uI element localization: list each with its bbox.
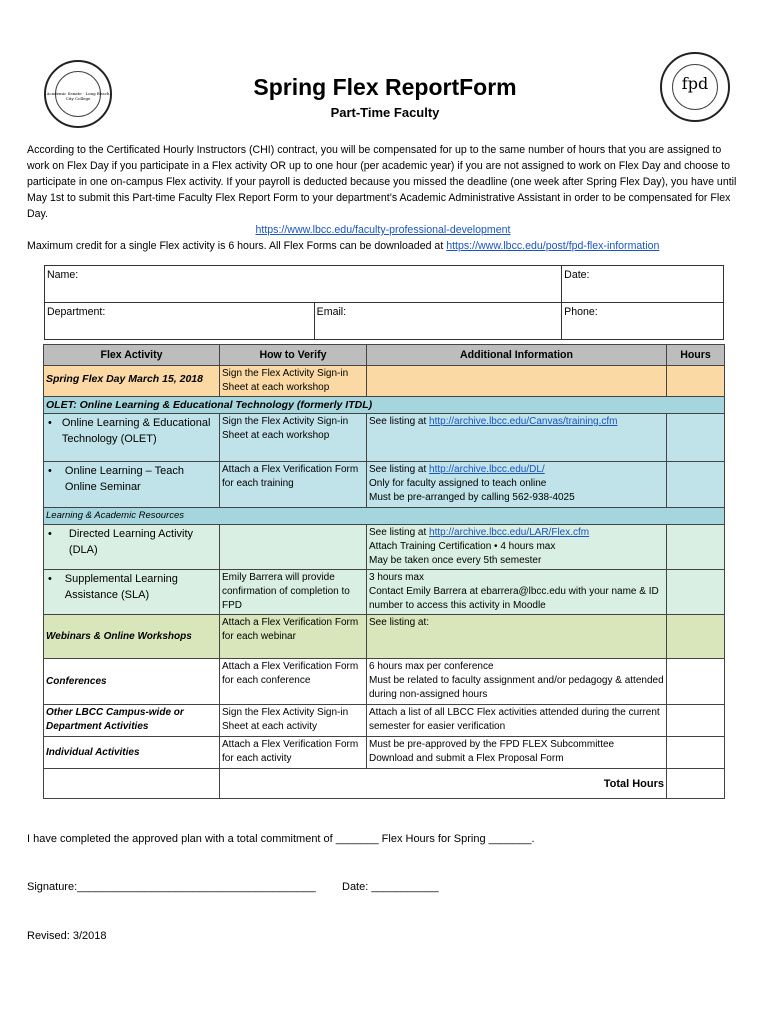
spring-flex-verify: Sign the Flex Activity Sign-in Sheet at each workshop [220, 366, 367, 397]
olet-section: OLET: Online Learning & Educational Technology (formerly ITDL) [44, 397, 725, 414]
webinars-hours[interactable] [667, 615, 725, 659]
campus-verify: Sign the Flex Activity Sign-in Sheet at each activity [220, 705, 367, 737]
fpd-seal-text: fpd [681, 74, 709, 93]
campus-hours[interactable] [667, 705, 725, 737]
webinars-info: See listing at: [367, 615, 667, 659]
bullet: • [48, 528, 52, 540]
individual-verify: Attach a Flex Verification Form for each activity [220, 737, 367, 769]
department-field[interactable]: Department: [45, 303, 315, 340]
total-hours-value[interactable] [667, 769, 725, 799]
individual-info: Must be pre-approved by the FPD FLEX Subcommittee Download and submit a Flex Proposal Form [367, 737, 667, 769]
sla-activity: Supplemental Learning Assistance (SLA) [64, 573, 178, 601]
olet-info-prefix: See listing at [369, 416, 430, 427]
dla-activity: Directed Learning Activity (DLA) [68, 528, 194, 556]
canvas-training-link[interactable]: http://archive.lbcc.edu/Canvas/training.cfm [429, 416, 618, 427]
teach-online-info [367, 462, 667, 508]
flex-info-link[interactable]: https://www.lbcc.edu/post/fpd-flex-information [446, 240, 660, 252]
teach-online-notes: Only for faculty assigned to teach online Must be pre-arranged by calling 562-938-4025 [369, 478, 575, 503]
teach-online-hours[interactable] [667, 462, 725, 508]
webinars-verify: Attach a Flex Verification Form for each webinar [220, 615, 367, 659]
sla-verify: Emily Barrera will provide confirmation of completion to FPD [220, 570, 367, 615]
bullet: • [48, 465, 52, 477]
sla-hours[interactable] [667, 570, 725, 615]
dla-notes: Attach Training Certification • 4 hours max May be taken once every 5th semester [369, 541, 556, 566]
olet-verify: Sign the Flex Activity Sign-in Sheet at each workshop [220, 414, 367, 462]
header-flex-activity: Flex Activity [44, 345, 220, 366]
fpd-link[interactable]: https://www.lbcc.edu/faculty-professional-development [255, 224, 511, 236]
signature-date[interactable]: Date: ___________ [342, 881, 439, 893]
spring-flex-day: Spring Flex Day March 15, 2018 [44, 366, 220, 397]
dla-info [367, 525, 667, 570]
conferences-info: 6 hours max per conference Must be related to faculty assignment and/or pedagogy & attended during non-assigned hours [367, 659, 667, 705]
date-field[interactable]: Date: [562, 266, 724, 303]
sla-info [367, 570, 667, 615]
header-additional-info: Additional Information [367, 345, 667, 366]
dla-prefix: See listing at [369, 527, 430, 538]
teach-online-verify: Attach a Flex Verification Form for each training [220, 462, 367, 508]
revised-date: Revised: 3/2018 [27, 930, 107, 942]
dl-link[interactable]: http://archive.lbcc.edu/DL/ [429, 464, 545, 475]
seal-text: Academic Senate · Long Beach City College [46, 91, 110, 101]
campus-activity: Other LBCC Campus-wide or Department Activities [44, 705, 220, 737]
signature-line[interactable]: Signature:_______________________________________ [27, 881, 316, 893]
max-credit-text: Maximum credit for a single Flex activity is 6 hours. All Flex Forms can be downloaded at [27, 240, 447, 252]
bullet: • [48, 573, 52, 585]
lar-section: Learning & Academic Resources [44, 508, 725, 525]
spring-flex-hours[interactable] [667, 366, 725, 397]
blank-cell [44, 769, 220, 799]
webinars-activity: Webinars & Online Workshops [44, 615, 220, 659]
info-table [44, 265, 724, 340]
intro-paragraph [27, 142, 739, 238]
flex-activity-table [43, 344, 725, 799]
teach-online-prefix: See listing at [369, 464, 430, 475]
dla-verify [220, 525, 367, 570]
commitment-statement: I have completed the approved plan with a total commitment of _______ Flex Hours for Spring _______. [27, 833, 535, 845]
total-hours-label: Total Hours [220, 769, 667, 799]
sla-row [44, 570, 220, 615]
teach-online-row [44, 462, 220, 508]
intro-text: According to the Certificated Hourly Instructors (CHI) contract, you will be compensated for up to the same number of hours that you are assigned to work on Flex Day if you participate in a Flex activity OR up to one hour (per academic year) if you are not assigned to work on Flex Day and choose to participate in one on-campus Flex activity. If your payroll is deducted because you missed the deadline (one week after Spring Flex Day), you have until May 1st to submit this Part-time Faculty Flex Report Form to your department’s Academic Administrative Assistant in order to be compensated for Flex Day. [27, 144, 737, 220]
email-field[interactable]: Email: [314, 303, 562, 340]
phone-field[interactable]: Phone: [562, 303, 724, 340]
header-hours: Hours [667, 345, 725, 366]
page-subtitle: Part-Time Faculty [330, 105, 440, 120]
dla-row [44, 525, 220, 570]
olet-activity: Online Learning & Educational Technology (OLET) [61, 417, 211, 445]
lar-flex-link[interactable]: http://archive.lbcc.edu/LAR/Flex.cfm [429, 527, 590, 538]
spring-flex-info [367, 366, 667, 397]
teach-online-activity: Online Learning – Teach Online Seminar [64, 465, 184, 493]
header-how-to-verify: How to Verify [220, 345, 367, 366]
dla-hours[interactable] [667, 525, 725, 570]
conferences-activity: Conferences [44, 659, 220, 705]
campus-info: Attach a list of all LBCC Flex activities attended during the current semester for easier verification [367, 705, 667, 737]
individual-activity: Individual Activities [44, 737, 220, 769]
olet-activity-row [44, 414, 220, 462]
individual-hours[interactable] [667, 737, 725, 769]
conferences-verify: Attach a Flex Verification Form for each conference [220, 659, 367, 705]
conferences-hours[interactable] [667, 659, 725, 705]
name-field[interactable]: Name: [45, 266, 562, 303]
bullet: • [48, 417, 52, 429]
max-credit-line [27, 238, 739, 254]
page-title: Spring Flex ReportForm [253, 74, 517, 100]
olet-hours[interactable] [667, 414, 725, 462]
olet-info [367, 414, 667, 462]
sla-notes: 3 hours max Contact Emily Barrera at ebarrera@lbcc.edu with your name & ID number to access this activity in Moodle [369, 572, 659, 611]
